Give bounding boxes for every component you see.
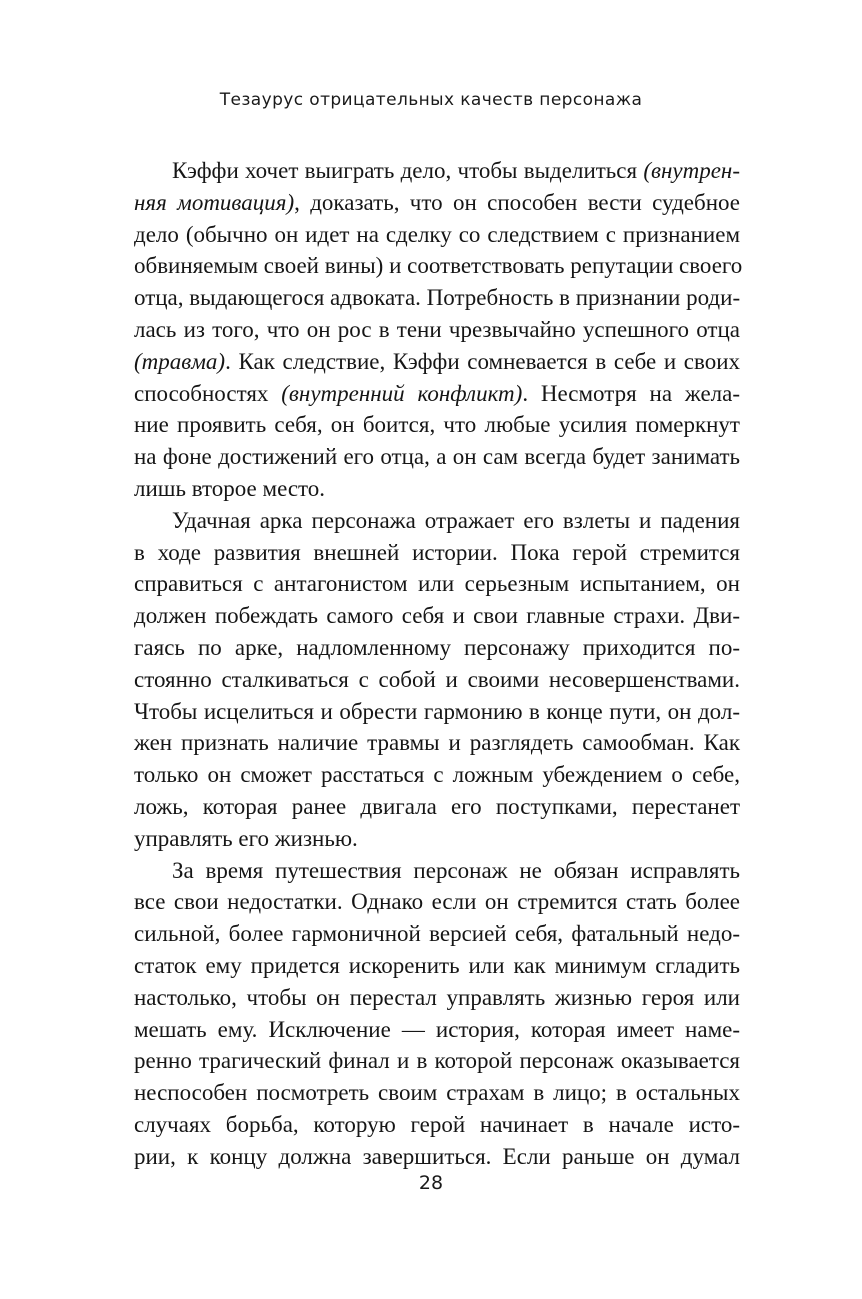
text-segment: справиться с антагонистом или серьезным испытанием, он bbox=[134, 571, 740, 597]
italic-segment: (травма) bbox=[134, 348, 226, 374]
italic-segment: (внутрен- bbox=[643, 158, 740, 183]
text-segment: гаясь по арке, надломленному персонажу приходится по- bbox=[134, 634, 740, 660]
text-segment: жен признать наличие травмы и разглядеть самообман. Как bbox=[134, 730, 740, 756]
text-line bbox=[134, 1014, 740, 1046]
text-line bbox=[134, 441, 740, 473]
text-segment: . Как следствие, Кэффи сомневается в себе и своих bbox=[225, 348, 740, 374]
text-line bbox=[134, 664, 740, 696]
text-line bbox=[134, 378, 740, 410]
text-segment: в ходе развития внешней истории. Пока герой стремится bbox=[134, 539, 740, 565]
text-line bbox=[134, 1109, 740, 1141]
text-segment: ренно трагический финал и в которой персонаж оказывается bbox=[134, 1048, 740, 1074]
text-segment: рии, к концу должна завершиться. Если раньше он думал bbox=[134, 1143, 740, 1169]
text-line bbox=[134, 632, 740, 664]
text-line bbox=[134, 314, 740, 346]
text-line bbox=[134, 473, 740, 505]
italic-segment: няя мотивация) bbox=[134, 189, 295, 215]
text-line bbox=[134, 1045, 740, 1077]
text-line bbox=[134, 568, 740, 600]
text-segment: ние проявить себя, он боится, что любые усилия померкнут bbox=[134, 412, 740, 438]
text-segment: ложь, которая ранее двигала его поступками, перестанет bbox=[134, 793, 740, 819]
text-line bbox=[134, 505, 740, 537]
text-segment: Кэффи хочет выиграть дело, чтобы выделиться bbox=[172, 158, 644, 183]
text-segment: лась из того, что он рос в тени чрезвычайно успешного отца bbox=[134, 316, 740, 342]
text-segment: только он сможет расстаться с ложным убеждением о себе, bbox=[134, 762, 740, 788]
text-line bbox=[134, 855, 740, 887]
text-segment: на фоне достижений его отца, а он сам всегда будет занимать bbox=[134, 444, 740, 470]
text-segment: дело (обычно он идет на сделку со следствием с признанием bbox=[134, 221, 740, 247]
text-segment: неспособен посмотреть своим страхам в лицо; в остальных bbox=[134, 1080, 740, 1106]
text-line bbox=[134, 409, 740, 441]
text-segment: все свои недостатки. Однако если он стремится стать более bbox=[134, 889, 740, 915]
text-line bbox=[134, 791, 740, 823]
text-line bbox=[134, 759, 740, 791]
text-line bbox=[134, 1141, 740, 1173]
text-line bbox=[134, 187, 740, 219]
italic-segment: (внутренний конфликт) bbox=[281, 380, 523, 406]
paragraph bbox=[134, 155, 743, 505]
text-segment: сильной, более гармоничной версией себя, фатальный недо- bbox=[134, 921, 740, 947]
text-line bbox=[134, 696, 740, 728]
text-segment: настолько, чтобы он перестал управлять жизнью героя или bbox=[134, 984, 740, 1010]
text-line bbox=[134, 918, 740, 950]
text-segment: . Несмотря на жела- bbox=[522, 380, 741, 406]
body-text bbox=[134, 155, 743, 1173]
paragraph bbox=[134, 505, 740, 855]
text-line bbox=[134, 219, 740, 251]
text-segment: лишь второе место. bbox=[134, 475, 326, 501]
text-line bbox=[134, 950, 740, 982]
text-line bbox=[134, 346, 740, 378]
text-segment: , доказать, что он способен вести судебное bbox=[294, 189, 740, 215]
text-segment: Чтобы исцелиться и обрести гармонию в конце пути, он дол- bbox=[134, 698, 740, 724]
text-segment: Удачная арка персонажа отражает его взлеты и падения bbox=[172, 507, 740, 533]
text-segment: За время путешествия персонаж не обязан исправлять bbox=[172, 857, 740, 883]
running-header-title: Тезаурус отрицательных качеств персонажа bbox=[219, 90, 643, 110]
text-line bbox=[134, 1077, 740, 1109]
text-line bbox=[134, 886, 740, 918]
text-line bbox=[134, 600, 740, 632]
text-segment: мешать ему. Исключение — история, которая имеет наме- bbox=[134, 1016, 740, 1042]
text-line bbox=[134, 155, 740, 187]
text-segment: стоянно сталкиваться с собой и своими несовершенствами. bbox=[134, 666, 740, 692]
text-line bbox=[134, 250, 743, 282]
paragraph bbox=[134, 855, 740, 1173]
text-segment: должен побеждать самого себя и свои главные страхи. Дви- bbox=[134, 603, 740, 629]
text-segment: способностях bbox=[134, 380, 282, 406]
text-segment: обвиняемым своей вины) и соответствовать репутации своего bbox=[134, 253, 743, 279]
text-line bbox=[134, 823, 740, 855]
text-line bbox=[134, 282, 740, 314]
text-segment: отца, выдающегося адвоката. Потребность в признании роди- bbox=[134, 285, 741, 311]
text-segment: случаях борьба, которую герой начинает в начале исто- bbox=[134, 1111, 740, 1137]
text-segment: статок ему придется искоренить или как минимум сгладить bbox=[134, 952, 740, 978]
text-line bbox=[134, 982, 740, 1014]
text-line bbox=[134, 537, 740, 569]
page-number: 28 bbox=[418, 1172, 444, 1194]
text-segment: управлять его жизнью. bbox=[134, 825, 358, 851]
text-line bbox=[134, 727, 740, 759]
